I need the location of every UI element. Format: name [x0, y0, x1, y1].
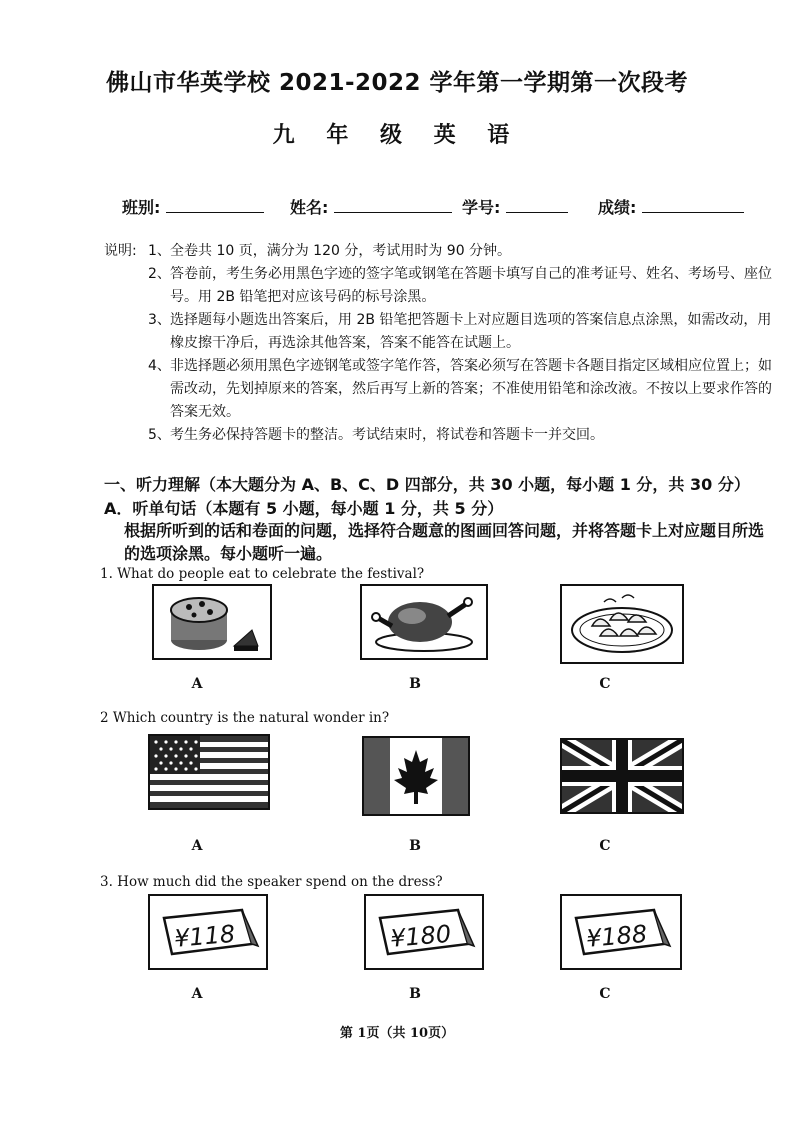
mooncake-icon [154, 586, 270, 658]
name-label: 姓名: [290, 198, 329, 217]
usa-flag-icon [150, 736, 268, 808]
part-a-heading: A．听单句话（本题有 5 小题，每小题 1 分，共 5 分） [104, 499, 504, 518]
question-3-option-b[interactable]: B [409, 986, 421, 1002]
question-1-option-b-image[interactable] [360, 584, 488, 660]
roast-turkey-icon [362, 586, 486, 658]
price-tag-icon [562, 896, 680, 968]
canada-flag-icon [364, 738, 468, 814]
name-blank[interactable] [334, 198, 452, 213]
question-2-text: 2 Which country is the natural wonder in? [100, 710, 390, 726]
score-blank[interactable] [642, 198, 744, 213]
question-2-option-b-image[interactable] [362, 736, 470, 816]
class-label: 班别: [122, 198, 161, 217]
number-label: 学号: [462, 198, 501, 217]
question-1-option-a-image[interactable] [152, 584, 272, 660]
instruction-item: 3、 选择题每小题选出答案后，用 2B 铅笔把答题卡上对应题目选项的答案信息点涂黑，如需改动，用橡皮擦干净后，再选涂其他答案，答案不能答在试题上。 [148, 312, 772, 351]
price-tag-icon [150, 896, 266, 968]
question-3-option-a[interactable]: A [191, 986, 203, 1002]
score-field[interactable] [598, 195, 744, 218]
price-tag-icon [366, 896, 482, 968]
class-field[interactable] [122, 195, 264, 218]
price-label-c: ¥188 [584, 919, 649, 953]
number-field[interactable] [462, 195, 568, 218]
dumplings-icon [562, 586, 682, 662]
section-heading: 一、听力理解（本大题分为 A、B、C、D 四部分，共 30 小题，每小题 1 分，共 30 分） [104, 475, 750, 494]
instruction-item: 4、 非选择题必须用黑色字迹钢笔或签字笔作答，答案必须写在答题卡各题目指定区域相应位置上；如需改动，先划掉原来的答案，然后再写上新的答案；不准使用铅笔和涂改液。不按以上要求作答的答案无效。 [148, 358, 772, 420]
instruction-item: 2、 答卷前，考生务必用黑色字迹的签字笔或钢笔在答题卡填写自己的准考证号、姓名、考场号、座位号。用 2B 铅笔把对应该号码的标号涂黑。 [148, 266, 772, 305]
price-label-b: ¥180 [388, 919, 453, 953]
price-label-a: ¥118 [172, 919, 237, 953]
question-3-option-a-image[interactable] [148, 894, 268, 970]
question-2-option-c[interactable]: C [599, 838, 611, 854]
instruction-item: 5、 考生务必保持答题卡的整洁。考试结束时，将试卷和答题卡一并交回。 [148, 427, 604, 443]
question-3-text: 3. How much did the speaker spend on the dress? [100, 874, 443, 890]
exam-subject: 九 年 级 英 语 [272, 123, 522, 148]
question-3-option-c-image[interactable] [560, 894, 682, 970]
question-2-option-c-image[interactable] [560, 738, 684, 814]
uk-flag-icon [562, 740, 682, 812]
question-3-option-b-image[interactable] [364, 894, 484, 970]
number-blank[interactable] [506, 198, 568, 213]
question-1-option-b[interactable]: B [409, 676, 421, 692]
question-2-option-b[interactable]: B [409, 838, 421, 854]
question-1-option-c[interactable]: C [599, 676, 611, 692]
question-3-option-c[interactable]: C [599, 986, 611, 1002]
class-blank[interactable] [166, 198, 264, 213]
question-2-option-a[interactable]: A [191, 838, 203, 854]
page-title: 佛山市华英学校 2021-2022 学年第一学期第一次段考 [105, 70, 689, 96]
score-label: 成绩: [598, 198, 637, 217]
name-field[interactable] [290, 195, 452, 218]
question-2-option-a-image[interactable] [148, 734, 270, 810]
instructions-label: 说明: [104, 243, 137, 259]
instruction-item: 1、 全卷共 10 页，满分为 120 分，考试用时为 90 分钟。 [148, 243, 512, 259]
page-number: 第 1页（共 10页） [339, 1026, 455, 1041]
question-1-text: 1. What do people eat to celebrate the festival? [100, 566, 425, 582]
question-1-option-c-image[interactable] [560, 584, 684, 664]
part-a-instruction: 根据所听到的话和卷面的问题，选择符合题意的图画回答问题，并将答题卡上对应题目所选的选项涂黑。每小题听一遍。 [124, 521, 765, 563]
question-1-option-a[interactable]: A [191, 676, 203, 692]
